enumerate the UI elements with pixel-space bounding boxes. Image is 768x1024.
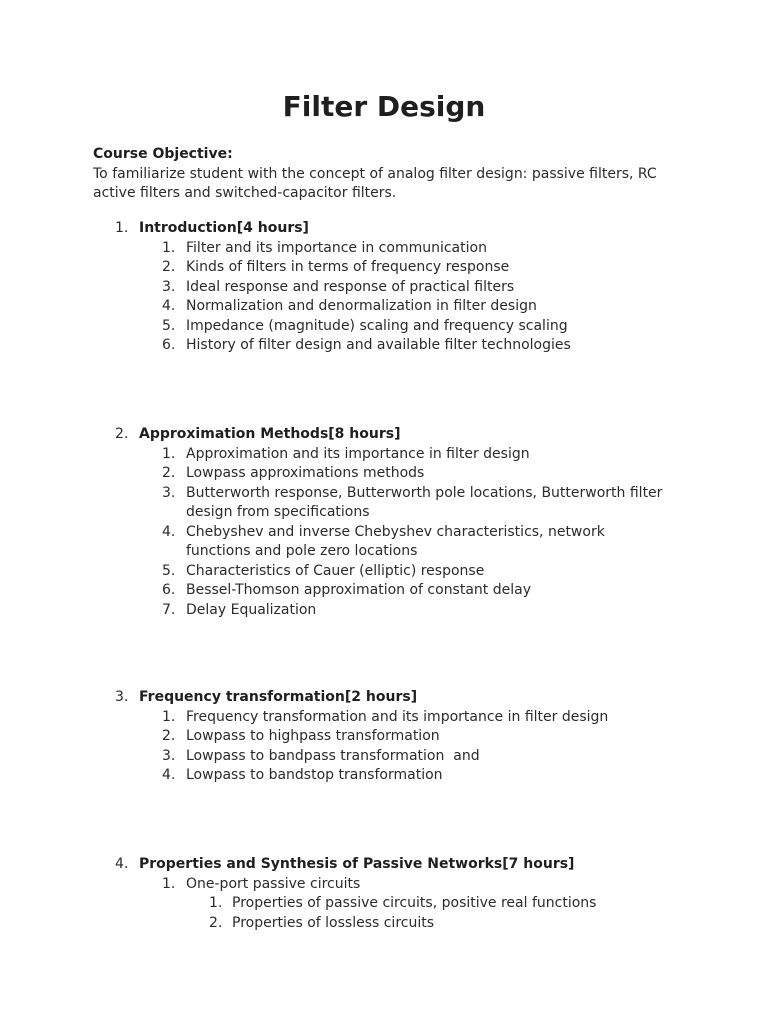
list-item [0,875,768,895]
item-text: Lowpass approximations methods [186,465,425,481]
section-title: Properties and Synthesis of Passive Networks[7 hours] [139,856,575,872]
item-number: 3. [162,484,176,501]
item-text: Butterworth response, Butterworth pole locations, Butterworth filter design from specifications [186,484,663,520]
section-number: 2. [115,426,129,442]
item-text: Bessel-Thomson approximation of constant delay [186,582,531,598]
item-text: Normalization and denormalization in filter design [186,298,537,314]
item-number: 4. [162,298,176,314]
list-item [0,727,768,747]
section-number: 4. [115,856,129,872]
item-text: One-port passive circuits [186,875,361,892]
section-heading [0,425,768,445]
list-item [0,336,768,356]
list-item [0,601,768,621]
page-title: Filter Design [282,90,486,123]
section-heading [0,219,768,239]
section-number: 1. [115,220,129,236]
item-text: Lowpass to bandstop transformation [186,767,443,783]
item-number: 3. [162,747,176,764]
item-number: 5. [162,562,176,579]
item-number: 4. [162,767,176,783]
list-item [0,562,768,582]
subitem-text: Properties of lossless circuits [232,914,435,931]
list-item [0,445,768,465]
subitem-number: 1. [209,895,223,911]
section-title: Approximation Methods[8 hours] [139,426,401,442]
item-text: Delay Equalization [186,601,317,618]
subitem-number: 2. [209,914,223,931]
item-text: Kinds of filters in terms of frequency response [186,259,510,275]
item-number: 1. [162,875,176,892]
list-item [0,278,768,298]
item-text: History of filter design and available filter technologies [186,337,571,353]
list-item [0,484,768,523]
list-item [0,581,768,601]
item-text: Lowpass to highpass transformation [186,728,440,744]
list-item [0,464,768,484]
item-text: Chebyshev and inverse Chebyshev characteristics, network functions and pole zero locations [186,523,605,559]
item-number: 6. [162,337,176,353]
course-objective [93,145,673,204]
list-item [0,766,768,786]
section-title: Frequency transformation[2 hours] [139,689,418,705]
list-item [0,523,768,562]
item-number: 2. [162,465,176,481]
item-text: Lowpass to bandpass transformation and [186,747,480,764]
item-number: 1. [162,708,176,725]
section-introduction [0,219,768,356]
section-heading [0,688,768,708]
section-frequency-transformation [0,688,768,786]
item-number: 5. [162,317,176,334]
item-number: 3. [162,278,176,295]
item-text: Ideal response and response of practical filters [186,278,515,295]
item-text: Frequency transformation and its importance in filter design [186,708,609,725]
sub-list-item [0,914,768,934]
list-item [0,747,768,767]
objective-text: To familiarize student with the concept of analog filter design: passive filters, RC active filters and switched-capacitor filters. [93,165,657,201]
item-number: 7. [162,601,176,618]
item-text: Characteristics of Cauer (elliptic) response [186,562,485,579]
item-number: 4. [162,523,176,540]
item-text: Filter and its importance in communication [186,239,487,256]
subitem-text: Properties of passive circuits, positive real functions [232,895,597,911]
item-number: 2. [162,728,176,744]
list-item [0,708,768,728]
section-approximation-methods [0,425,768,620]
list-item [0,239,768,259]
item-number: 1. [162,239,176,256]
section-title: Introduction[4 hours] [139,220,309,236]
section-heading [0,855,768,875]
item-number: 6. [162,582,176,598]
objective-label: Course Objective: [93,146,233,162]
list-item [0,297,768,317]
sub-list-item [0,894,768,914]
item-number: 1. [162,445,176,462]
section-number: 3. [115,689,129,705]
list-item [0,317,768,337]
list-item [0,258,768,278]
section-passive-networks [0,855,768,933]
item-text: Approximation and its importance in filter design [186,445,530,462]
item-number: 2. [162,259,176,275]
item-text: Impedance (magnitude) scaling and frequency scaling [186,317,568,334]
